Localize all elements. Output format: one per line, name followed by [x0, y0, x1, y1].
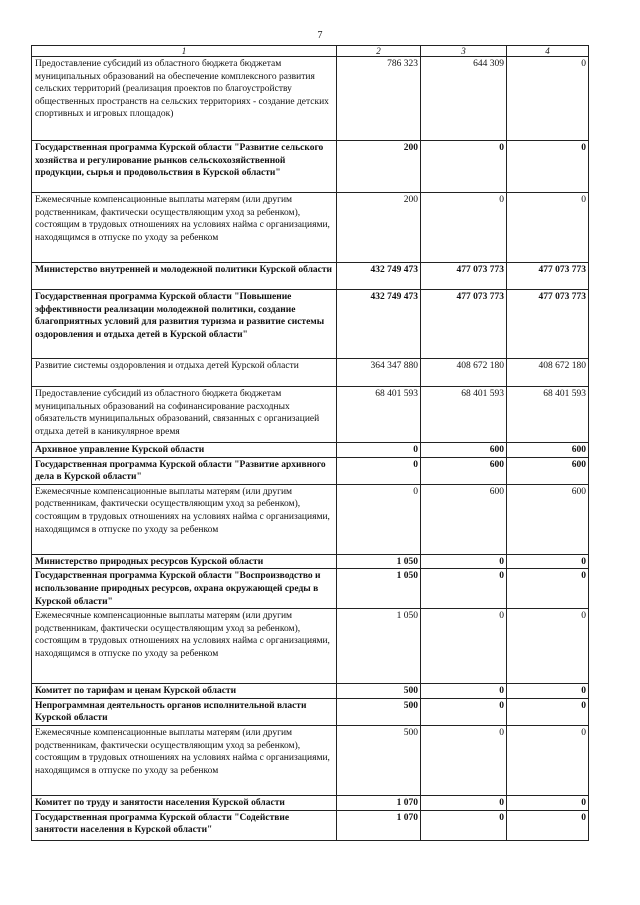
row-description: Государственная программа Курской области "Развитие архивного дела в Курской области" [32, 457, 337, 484]
value-col-2: 364 347 880 [337, 359, 421, 387]
row-description: Развитие системы оздоровления и отдыха детей Курской области [32, 359, 337, 387]
table-row [32, 484, 589, 554]
value-col-2: 1 050 [337, 609, 421, 684]
table-row [32, 290, 589, 359]
table-row [32, 569, 589, 609]
value-col-2: 1 070 [337, 810, 421, 840]
value-col-2: 432 749 473 [337, 263, 421, 290]
row-description: Ежемесячные компенсационные выплаты матерям (или другим родственникам, фактически осуществляющим уход за ребенком), состоящим в трудовых отношениях на условиях найма с организациями, находящимся в отпуске по уходу за ребенком [32, 484, 337, 554]
value-col-3: 600 [421, 457, 507, 484]
value-col-3: 477 073 773 [421, 263, 507, 290]
value-col-2: 0 [337, 484, 421, 554]
value-col-4: 68 401 593 [507, 387, 589, 443]
value-col-3: 0 [421, 725, 507, 795]
table-row [32, 443, 589, 458]
value-col-4: 477 073 773 [507, 290, 589, 359]
value-col-3: 0 [421, 795, 507, 810]
value-col-3: 0 [421, 193, 507, 263]
value-col-3: 600 [421, 443, 507, 458]
table-row [32, 554, 589, 569]
value-col-4: 0 [507, 554, 589, 569]
table-row [32, 457, 589, 484]
value-col-2: 500 [337, 684, 421, 699]
table-row [32, 263, 589, 290]
value-col-3: 0 [421, 698, 507, 725]
value-col-2: 200 [337, 193, 421, 263]
value-col-3: 68 401 593 [421, 387, 507, 443]
table-row [32, 698, 589, 725]
table-row [32, 57, 589, 141]
value-col-4: 0 [507, 725, 589, 795]
value-col-3: 644 309 [421, 57, 507, 141]
value-col-4: 0 [507, 684, 589, 699]
column-number-header-row [32, 46, 589, 57]
value-col-4: 0 [507, 810, 589, 840]
value-col-3: 408 672 180 [421, 359, 507, 387]
column-header-1: 1 [32, 46, 337, 57]
row-description: Ежемесячные компенсационные выплаты матерям (или другим родственникам, фактически осуществляющим уход за ребенком), состоящим в трудовых отношениях на условиях найма с организациями, находящимся в отпуске по уходу за ребенком [32, 725, 337, 795]
table-row [32, 795, 589, 810]
row-description: Государственная программа Курской области "Воспроизводство и использование природных ресурсов, охрана окружающей среды в Курской области" [32, 569, 337, 609]
column-header-4: 4 [507, 46, 589, 57]
row-description: Министерство внутренней и молодежной политики Курской области [32, 263, 337, 290]
value-col-3: 477 073 773 [421, 290, 507, 359]
value-col-2: 500 [337, 725, 421, 795]
value-col-2: 432 749 473 [337, 290, 421, 359]
row-description: Министерство природных ресурсов Курской области [32, 554, 337, 569]
table-row [32, 609, 589, 684]
page-number: 7 [317, 30, 323, 41]
column-header-3: 3 [421, 46, 507, 57]
row-description: Предоставление субсидий из областного бюджета бюджетам муниципальных образований на обеспечение комплексного развития сельских территорий (реализация проектов по благоустройству общественных пространств на сельских территориях - создание детских спортивных и игровых площадок) [32, 57, 337, 141]
row-description: Ежемесячные компенсационные выплаты матерям (или другим родственникам, фактически осуществляющим уход за ребенком), состоящим в трудовых отношениях на условиях найма с организациями, находящимся в отпуске по уходу за ребенком [32, 193, 337, 263]
value-col-2: 200 [337, 141, 421, 193]
value-col-2: 0 [337, 443, 421, 458]
row-description: Ежемесячные компенсационные выплаты матерям (или другим родственникам, фактически осуществляющим уход за ребенком), состоящим в трудовых отношениях на условиях найма с организациями, находящимся в отпуске по уходу за ребенком [32, 609, 337, 684]
budget-table [31, 45, 589, 841]
value-col-4: 600 [507, 484, 589, 554]
value-col-3: 0 [421, 609, 507, 684]
value-col-4: 0 [507, 609, 589, 684]
row-description: Комитет по труду и занятости населения Курской области [32, 795, 337, 810]
row-description: Государственная программа Курской области "Развитие сельского хозяйства и регулирование рынков сельскохозяйственной продукции, сырья и продовольствия в Курской области" [32, 141, 337, 193]
table-row [32, 193, 589, 263]
value-col-4: 477 073 773 [507, 263, 589, 290]
value-col-2: 1 050 [337, 569, 421, 609]
value-col-3: 600 [421, 484, 507, 554]
row-description: Архивное управление Курской области [32, 443, 337, 458]
value-col-4: 0 [507, 193, 589, 263]
value-col-3: 0 [421, 684, 507, 699]
value-col-4: 0 [507, 57, 589, 141]
value-col-2: 786 323 [337, 57, 421, 141]
value-col-3: 0 [421, 554, 507, 569]
row-description: Государственная программа Курской области "Содействие занятости населения в Курской области" [32, 810, 337, 840]
value-col-4: 0 [507, 698, 589, 725]
value-col-2: 68 401 593 [337, 387, 421, 443]
value-col-4: 0 [507, 795, 589, 810]
table-row [32, 387, 589, 443]
value-col-3: 0 [421, 141, 507, 193]
column-header-2: 2 [337, 46, 421, 57]
row-description: Государственная программа Курской области "Повышение эффективности реализации молодежной политики, создание благоприятных условий для развития туризма и развитие системы оздоровления и отдыха детей в Курской области" [32, 290, 337, 359]
row-description: Предоставление субсидий из областного бюджета бюджетам муниципальных образований на софинансирование расходных обязательств муниципальных образований, связанных с организацией отдыха детей в каникулярное время [32, 387, 337, 443]
row-description: Комитет по тарифам и ценам Курской области [32, 684, 337, 699]
table-row [32, 684, 589, 699]
table-row [32, 725, 589, 795]
value-col-2: 1 050 [337, 554, 421, 569]
value-col-4: 0 [507, 569, 589, 609]
value-col-3: 0 [421, 569, 507, 609]
table-row [32, 359, 589, 387]
value-col-4: 0 [507, 141, 589, 193]
value-col-2: 0 [337, 457, 421, 484]
value-col-4: 600 [507, 457, 589, 484]
value-col-4: 600 [507, 443, 589, 458]
table-row [32, 810, 589, 840]
value-col-4: 408 672 180 [507, 359, 589, 387]
row-description: Непрограммная деятельность органов исполнительной власти Курской области [32, 698, 337, 725]
value-col-3: 0 [421, 810, 507, 840]
table-row [32, 141, 589, 193]
value-col-2: 500 [337, 698, 421, 725]
value-col-2: 1 070 [337, 795, 421, 810]
